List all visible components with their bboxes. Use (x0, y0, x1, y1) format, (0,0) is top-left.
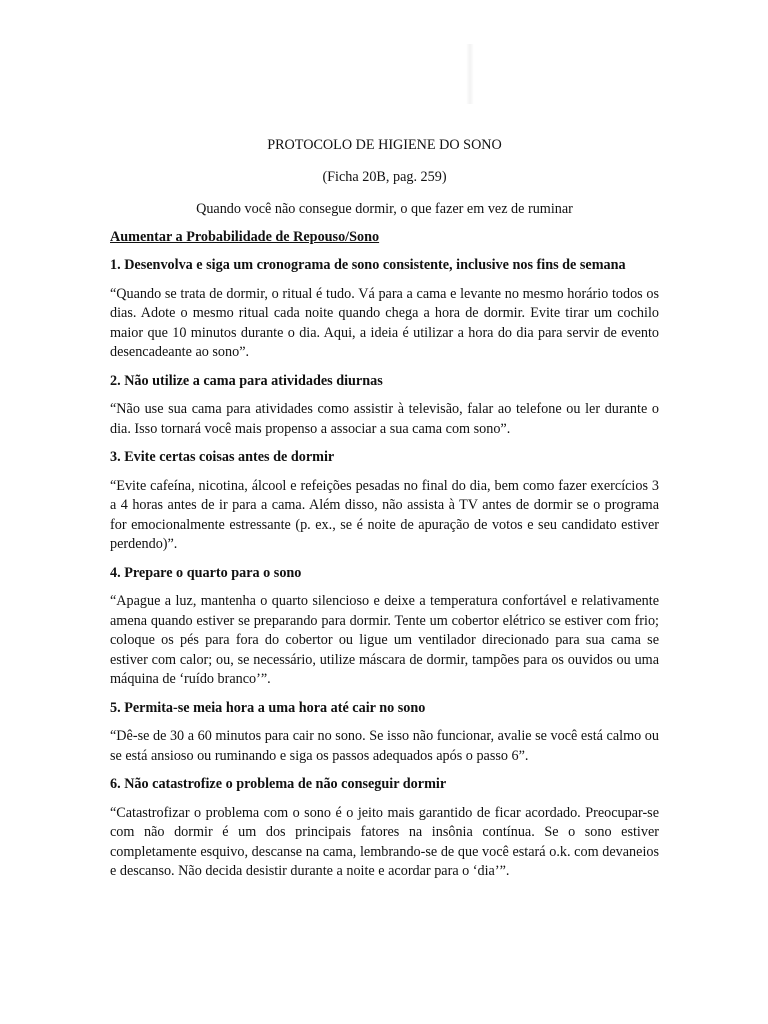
list-item (110, 372, 659, 440)
list-item (110, 256, 659, 363)
list-item (110, 564, 659, 690)
item-title: 3. Evite certas coisas antes de dormir (110, 449, 335, 465)
document-title: PROTOCOLO DE HIGIENE DO SONO (267, 137, 502, 153)
list-item (110, 775, 659, 882)
item-text: “Não use sua cama para atividades como assistir à televisão, falar ao telefone ou ler durante o dia. Isso tornará você mais propenso a associar a sua cama com sono”. (110, 401, 659, 437)
item-title: 1. Desenvolva e siga um cronograma de sono consistente, inclusive nos fins de semana (110, 257, 626, 273)
scan-artifact (466, 44, 474, 104)
item-text: “Quando se trata de dormir, o ritual é tudo. Vá para a cama e levante no mesmo horário todos os dias. Adote o mesmo ritual cada noite quando chega a hora de dormir. Evite tirar um cochilo maior que 10 minutos durante o dia. Aqui, a ideia é utilizar a hora do dia para servir de evento desencadeante ao sono”. (110, 285, 659, 360)
item-title: 6. Não catastrofize o problema de não conseguir dormir (110, 776, 447, 792)
item-text: “Catastrofizar o problema com o sono é o jeito mais garantido de ficar acordado. Preocupar-se com não dormir é um dos principais fatores na insônia contínua. Se o sono estiver completamente esquivo, descanse na cama, lembrando-se de que você estará o.k. com devaneios e descanso. Não decida desistir durante a noite e acordar para o ‘dia’”. (110, 804, 659, 879)
list-item (110, 699, 659, 767)
section-heading: Aumentar a Probabilidade de Repouso/Sono (110, 229, 380, 245)
document-content (110, 135, 659, 891)
item-title: 2. Não utilize a cama para atividades diurnas (110, 372, 383, 389)
item-text: “Dê-se de 30 a 60 minutos para cair no sono. Se isso não funcionar, avalie se você está calmo ou se está ansioso ou ruminando e siga os passos adequados após o passo 6”. (110, 728, 659, 764)
document-reference: (Ficha 20B, pag. 259) (322, 169, 447, 185)
item-title: 5. Permita-se meia hora a uma hora até cair no sono (110, 699, 426, 716)
item-text: “Evite cafeína, nicotina, álcool e refeições pesadas no final do dia, bem como fazer exercícios 3 a 4 horas antes de ir para a cama. Além disso, não assista à TV antes de dormir se o programa for emocionalmente estressante (p. ex., se é noite de apuração de votos e seu candidato estiver perdendo)”. (110, 477, 659, 552)
list-item (110, 448, 659, 555)
document-subtitle: Quando você não consegue dormir, o que fazer em vez de ruminar (196, 201, 573, 217)
item-text: “Apague a luz, mantenha o quarto silencioso e deixe a temperatura confortável e relativamente amena quando estiver se preparando para dormir. Tente um cobertor elétrico se estiver com frio; coloque os pés para fora do cobertor ou ligue um ventilador direcionado para sua cama se estiver com calor; ou, se necessário, utilize máscara de dormir, tampões para os ouvidos ou uma máquina de ‘ruído branco’”. (110, 593, 659, 687)
item-title: 4. Prepare o quarto para o sono (110, 564, 302, 581)
